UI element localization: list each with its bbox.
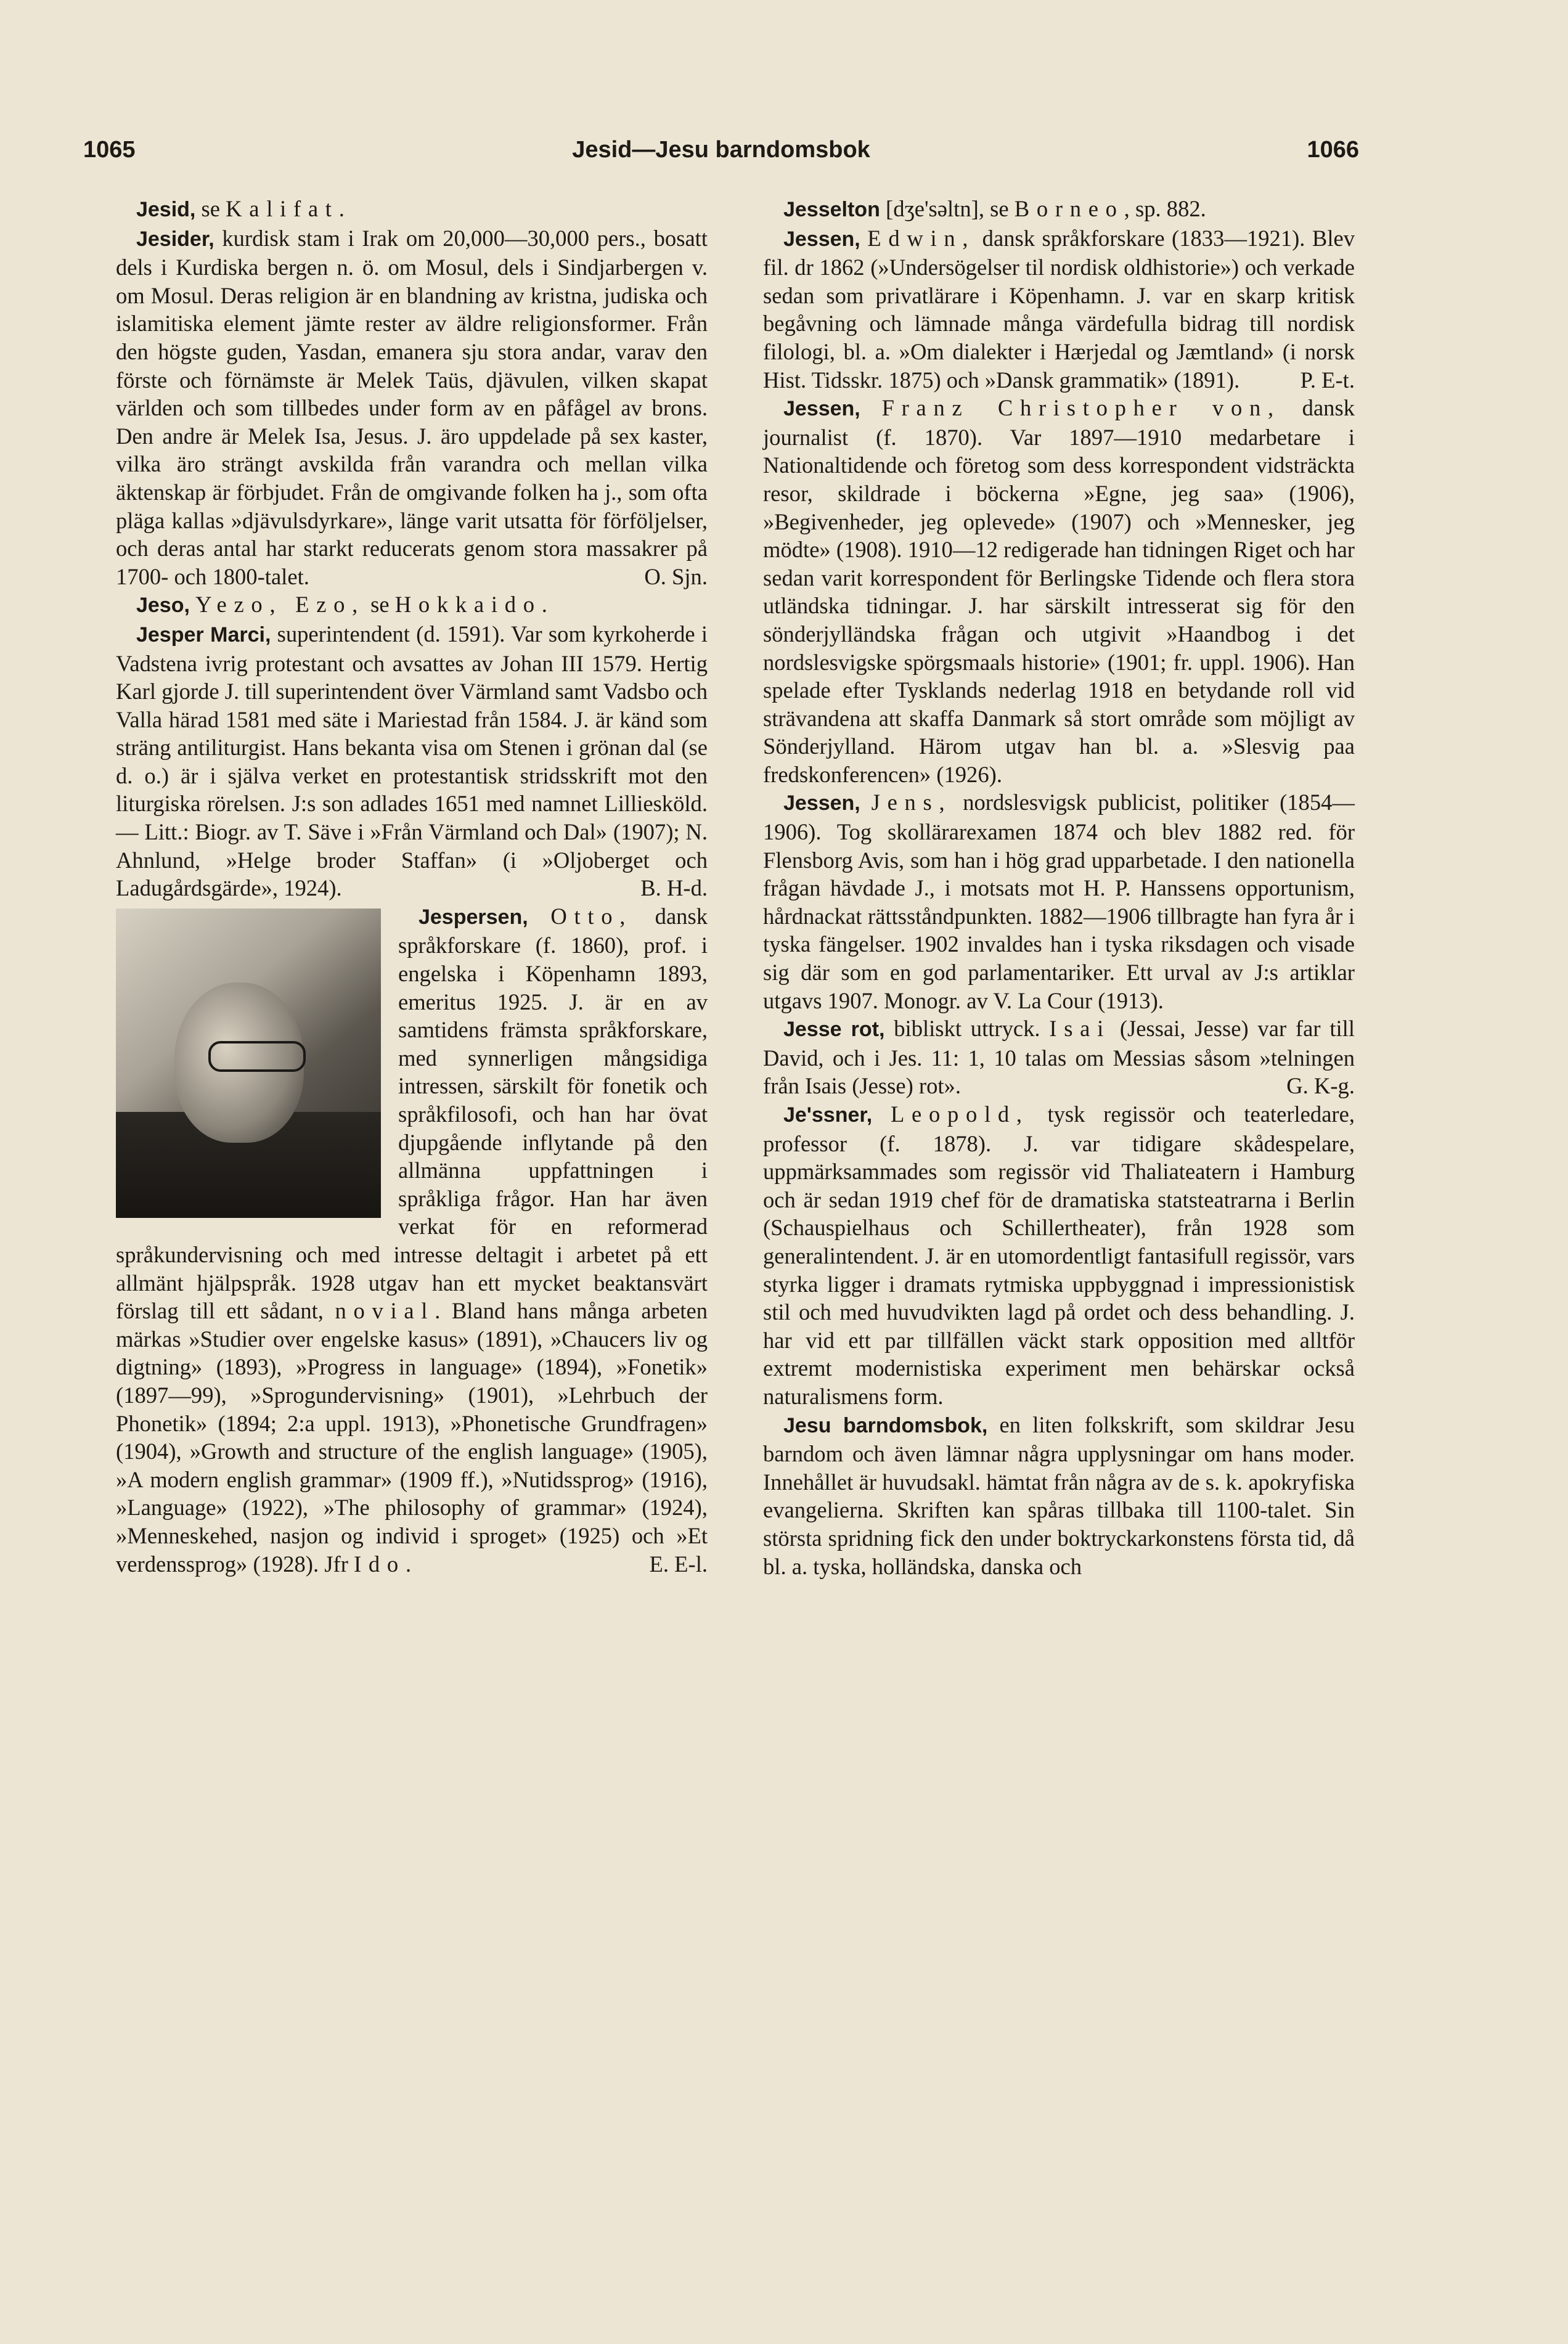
entry-jesu-barndomsbok: [763, 1411, 1355, 1581]
entry-jesper-marci: [116, 620, 708, 902]
entry-text: kurdisk stam i Irak om 20,000—30,000 pers., bosatt dels i Kurdiska bergen n. ö. om Mosul, dels i Sindjarbergen v. om Mosul. Deras religion är en blandning av kristna, judiska och islamitiska element jämte rester av äldre religionsformer. Från den högste guden, Yasdan, emanera sju stora andar, varav den förste och förnämste är Melek Taüs, djävulen, vilken skapat världen och som tillbedes under form av en påfågel av brons. Den andre är Melek Isa, Jesus. J. äro uppdelade på sex kaster, vilka äro strängt avskilda från varandra och mellan vilka äktenskap är förbjudet. Från de omgivande folken ha j., som ofta pläga kallas »djävulsdyrkare», länge varit utsatta för förföljelser, och deras antal har starkt reducerats genom stora massakrer på 1700- och 1800-talet.: [116, 225, 708, 589]
author-signature: O. Sjn.: [644, 563, 708, 589]
entry-text: (Jessai, Jesse) var far till David, och i Jes. 11: 1, 10 talas om Messias såsom »telningen från Isais (Jesse) rot».: [763, 1016, 1355, 1099]
entry-text: , sp. 882.: [1124, 196, 1206, 221]
entry-head: Jessen,: [783, 227, 860, 251]
cross-reference: Edwin,: [867, 225, 976, 251]
author-signature: G. K-g.: [1286, 1073, 1355, 1099]
entry-jesid: [116, 195, 708, 224]
entry-text: se: [365, 592, 395, 618]
cross-reference: Ido: [354, 1551, 406, 1577]
entry-text: [dʒe'səltn], se: [880, 196, 1015, 221]
entry-text: . Bland hans många arbeten märkas »Studier over engelske kasus» (1891), »Chaucers liv og digtning» (1893), »Progress in language» (1894), »Fonetik» (1897—99), »Sprogundervisning» (1901), »Lehrbuch der Phonetik» (1894; 2:a uppl. 1913), »Phonetische Grundfragen» (1904), »Growth and structure of the english language» (1905), »A modern english grammar» (1909 ff.), »Nutidssprog» (1916), »Language» (1922), »The philosophy of grammar» (1924), »Menneskehed, nasjon og individ i sproget» (1925) och »Et verdenssprog» (1928). Jfr: [116, 1298, 708, 1577]
author-signature: P. E-t.: [1300, 367, 1355, 393]
entry-text: nordslesvigsk publicist, politiker (1854—1906). Tog skollärarexamen 1874 och blev 1882 red. för Flensborg Avis, som han i hög grad upparbetade. I den nationella frågan hävdade J., i motsats mot H. P. Hanssens opportunism, hårdnackat rättsståndpunkten. 1882—1906 tillbragte han fyra år i tyska fängelser. 1902 invaldes han i tyska riksdagen och visade sig där som en god parlamentariker. Ett urval av J:s artiklar utgavs 1907. Monogr. av V. La Cour (1913).: [763, 790, 1355, 1013]
cross-reference: Yezo, Ezo,: [195, 592, 365, 618]
entry-jessen-franz: [763, 394, 1355, 788]
entry-jessner: [763, 1100, 1355, 1411]
cross-reference: Jens,: [871, 790, 952, 815]
entry-jessen-jens: [763, 788, 1355, 1015]
author-signature: E. E-l.: [649, 1551, 708, 1577]
entry-text: bibliskt uttryck.: [884, 1016, 1050, 1042]
author-signature: B. H-d.: [640, 875, 708, 901]
entry-jespersen: [116, 902, 708, 1578]
entry-head: Jeso,: [136, 594, 190, 618]
entry-jessen-edwin: [763, 224, 1355, 394]
entry-head: Jesper Marci,: [136, 623, 271, 647]
entry-jesselton: [763, 195, 1355, 224]
entry-text: .: [541, 592, 547, 618]
entry-text: dansk språkforskare (f. 1860), prof. i engelska i Köpenhamn 1893, emeritus 1925. J. är en av samtidens främsta språkforskare, med synnerligen mångsidiga intressen, särskilt för fonetik och språkfilosofi, och han har övat djupgående inflytande på den allmänna uppfattningen i språkliga frågor. Han har även verkat för en reformerad språkundervisning och med intresse deltagit i arbetet på ett allmänt hjälpspråk. 1928 utgav han ett mycket beaktansvärt förslag till ett sådant,: [116, 903, 708, 1324]
entry-head: Jesider,: [136, 227, 214, 251]
entry-text: .: [405, 1551, 412, 1577]
entry-head: Je'ssner,: [783, 1103, 873, 1127]
cross-reference: Franz Christopher von,: [881, 395, 1281, 421]
portrait-photo: [116, 909, 381, 1218]
running-head: [83, 137, 1359, 174]
entry-text: dansk språkforskare (1833—1921). Blev fil. dr 1862 (»Undersögelser til nordisk oldhistorie») och verkade sedan som privatlärare i Köpenhamn. J. var en skarp kritisk begåvning och lämnade många värdefulla bidrag till nordisk filologi, bl. a. »Om dialekter i Hærjedal og Jæmtland» (i norsk Hist. Tidsskr. 1875) och »Dansk grammatik» (1891).: [763, 225, 1355, 393]
entry-text: se: [195, 196, 226, 221]
cross-reference: Kalifat: [226, 196, 339, 221]
entry-head: Jesu barndomsbok,: [783, 1413, 988, 1437]
glasses-icon: [208, 1041, 306, 1072]
cross-reference: Hokkaido: [394, 592, 542, 618]
entry-head: Jessen,: [783, 791, 860, 815]
entry-text: superintendent (d. 1591). Var som kyrkoherde i Vadstena ivrig protestant och avsattes av Johan III 1579. Hertig Karl gjorde J. till superintendent över Värmland samt Vadsbo och Valla härad 1581 med säte i Mariestad från 1584. J. är känd som sträng antiliturgist. Hans bekanta visa om Stenen i grönan dal (se d. o.) är i själva verket en protestantisk stridsskrift mot den liturgiska rörelsen. J:s son adlades 1651 med namnet Lilliesköld. — Litt.: Biogr. av T. Säve i »Från Värmland och Dal» (1907); N. Ahnlund, »Helge broder Staffan» (i »Oljoberget och Ladugårdsgärde», 1924).: [116, 621, 708, 901]
entry-jeso: [116, 590, 708, 620]
entry-text: .: [338, 196, 345, 221]
page-title: Jesid—Jesu barndomsbok: [572, 137, 870, 163]
entry-head: Jesse rot,: [783, 1018, 885, 1042]
entry-text: tysk regissör och teaterledare, professor (f. 1878). J. var tidigare skådespelare, uppmärksammades som regissör vid Thaliateatern i Hamburg och är sedan 1919 chef för de dramatiska statsteatrarna i Berlin (Schauspielhaus och Schillertheater), från 1928 som generalintendent. J. är en utomordentligt fantasifull regissör, vars styrka ligger i dramats rytmiska uppbyggnad i impressionistisk stil och med huvudvikten lagd på ordet och dess behandling. J. har vid ett par tillfällen väckt stark opposition med alltför extremt modernistiska experiment men behärskar också naturalismens form.: [763, 1101, 1355, 1409]
entry-jesider: [116, 224, 708, 591]
page-number-left: 1065: [83, 137, 136, 163]
entry-head: Jesid,: [136, 198, 196, 221]
entry-head: Jesselton: [783, 198, 880, 221]
entry-jesse-rot: [763, 1015, 1355, 1100]
entry-head: Jespersen,: [418, 905, 528, 929]
cross-reference: Isai: [1049, 1016, 1111, 1042]
cross-reference: Borneo: [1014, 196, 1124, 221]
page-number-right: 1066: [1307, 137, 1359, 163]
cross-reference: novial: [335, 1298, 435, 1324]
cross-reference: Leopold,: [890, 1101, 1029, 1127]
entry-head: Jessen,: [783, 397, 860, 421]
right-column: [763, 195, 1355, 1580]
cross-reference: Otto,: [550, 903, 633, 929]
left-column: [116, 195, 708, 1578]
entry-text: en liten folkskrift, som skildrar Jesu barndom och även lämnar några upplysningar om hans moder. Innehållet är huvudsakl. hämtat från några av de s. k. apokryfiska evangelierna. Skriften kan spåras tillbaka till 1100-talet. Sin största spridning fick den under boktryckarkonstens första tid, då bl. a. tyska, holländska, danska och: [763, 1411, 1355, 1579]
entry-text: dansk journalist (f. 1870). Var 1897—1910 medarbetare i Nationaltidende och företog som dess korrespondent vidsträckta resor, skildrade i böckerna »Egne, jeg saa» (1906), »Begivenheder, jeg oplevede» (1907) och »Mennesker, jeg mödte» (1908). 1910—12 redigerade han tidningen Riget och har sedan varit korrespondent för Berlingske Tidende och flera stora utländska tidningar. J. har särskilt intresserat sig för den sönderjylländska frågan och utgivit »Haandbog i det nordslesvigske spörgsmaals historie» (1901; fr. uppl. 1906). Han spelade efter Tysklands nederlag 1918 en betydande roll vid strävandena att skaffa Danmark så stort område som möjligt av Sönderjylland. Härom utgav han bl. a. »Slesvig paa fredskonferencen» (1926).: [763, 395, 1355, 787]
